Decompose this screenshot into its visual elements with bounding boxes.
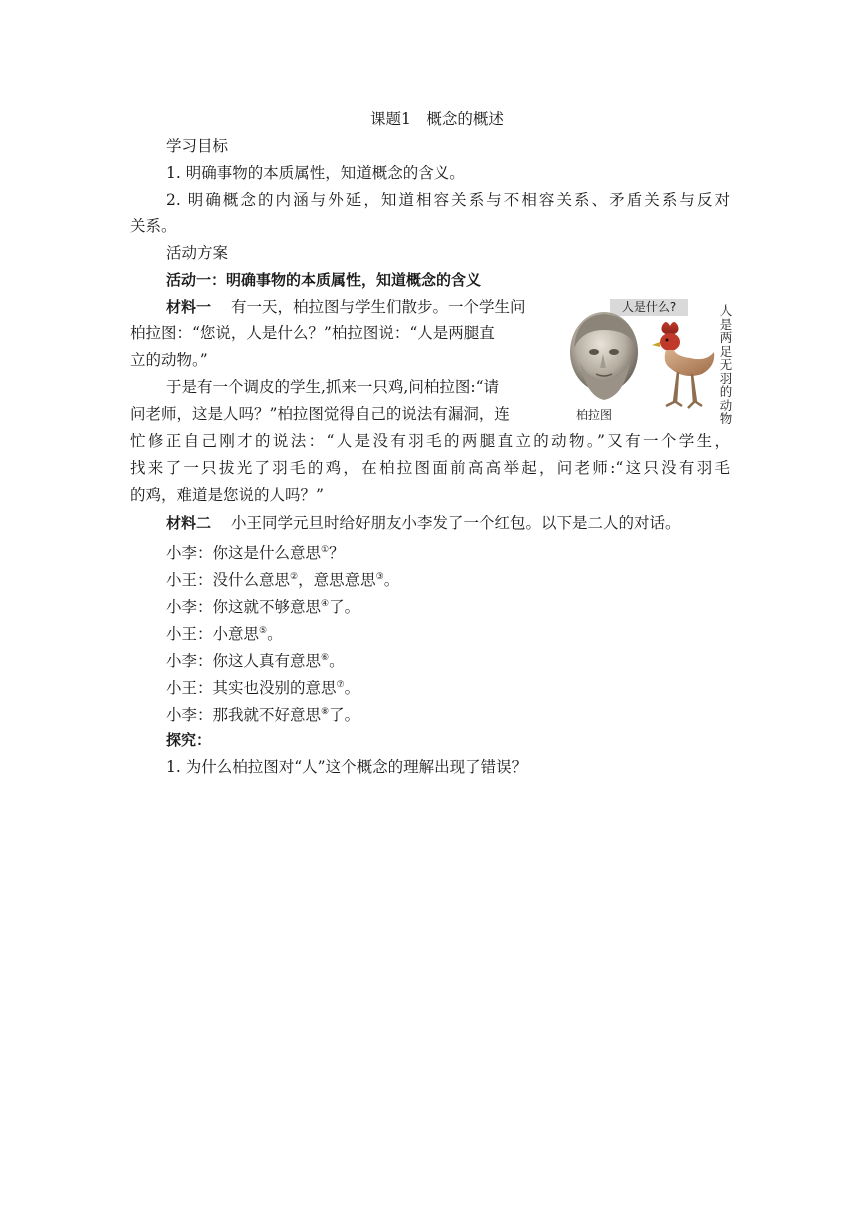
dialogue-line: 小李：你这人真有意思⑥。 [166, 652, 345, 670]
plato-label: 柏拉图 [576, 408, 613, 422]
plato-bust-image [566, 296, 736, 424]
material-1-line-7: 找来了一只拔光了羽毛的鸡，在柏拉图面前高高举起，问老师:“这只没有羽毛 [130, 459, 730, 477]
dialogue-line: 小李：你这就不够意思④了。 [166, 598, 361, 616]
material-1-line-5: 问老师，这是人吗？”柏拉图觉得自己的说法有漏洞，连 [130, 405, 510, 423]
material-1-line-2: 柏拉图：“您说，人是什么？”柏拉图说：“人是两腿直 [130, 324, 495, 342]
material-1-line-3: 立的动物。” [130, 351, 208, 369]
material-1-line-6: 忙修正自己刚才的说法：“人是没有羽毛的两腿直立的动物。”又有一个学生， [130, 432, 730, 450]
page-title: 课题1 概念的概述 [370, 110, 504, 128]
material-1-line-4: 于是有一个调皮的学生,抓来一只鸡,问柏拉图:“请 [166, 378, 500, 396]
material-2-intro [166, 513, 681, 533]
material-2-label: 材料二 [166, 514, 212, 532]
dialogue-line: 小王：没什么意思②，意思意思③。 [166, 571, 400, 589]
explore-heading: 探究： [166, 731, 212, 749]
activity-1-heading: 活动一：明确事物的本质属性，知道概念的含义 [166, 271, 482, 289]
goal-2-line-2: 关系。 [130, 217, 177, 235]
dialogue-line: 小王：小意思⑤。 [166, 625, 283, 643]
material-1-label: 材料一 [166, 298, 212, 316]
goal-2-line-1: 2. 明确概念的内涵与外延，知道相容关系与不相容关系、矛盾关系与反对 [166, 191, 730, 209]
material-1-line-8: 的鸡，难道是您说的人吗？” [130, 486, 324, 504]
plato-chicken-figure [566, 296, 736, 424]
material-1-line-1 [166, 297, 526, 317]
dialogue-line: 小李：那我就不好意思⑧了。 [166, 706, 361, 724]
dialogue-line: 小李：你这是什么意思①？ [166, 544, 345, 562]
question-1: 1. 为什么柏拉图对“人”这个概念的理解出现了错误？ [166, 758, 528, 776]
material-2-text: 小王同学元旦时给好朋友小李发了一个红包。以下是二人的对话。 [231, 514, 681, 532]
figure-vertical-caption: 人是两足无羽的动物 [719, 303, 733, 426]
goals-heading: 学习目标 [166, 137, 229, 155]
figure-banner: 人是什么? [610, 299, 688, 316]
goal-1: 1. 明确事物的本质属性，知道概念的含义。 [166, 164, 465, 182]
dialogue-line: 小王：其实也没别的意思⑦。 [166, 679, 361, 697]
material-1-text: 有一天，柏拉图与学生们散步。一个学生问 [231, 298, 526, 316]
plan-heading: 活动方案 [166, 244, 229, 262]
